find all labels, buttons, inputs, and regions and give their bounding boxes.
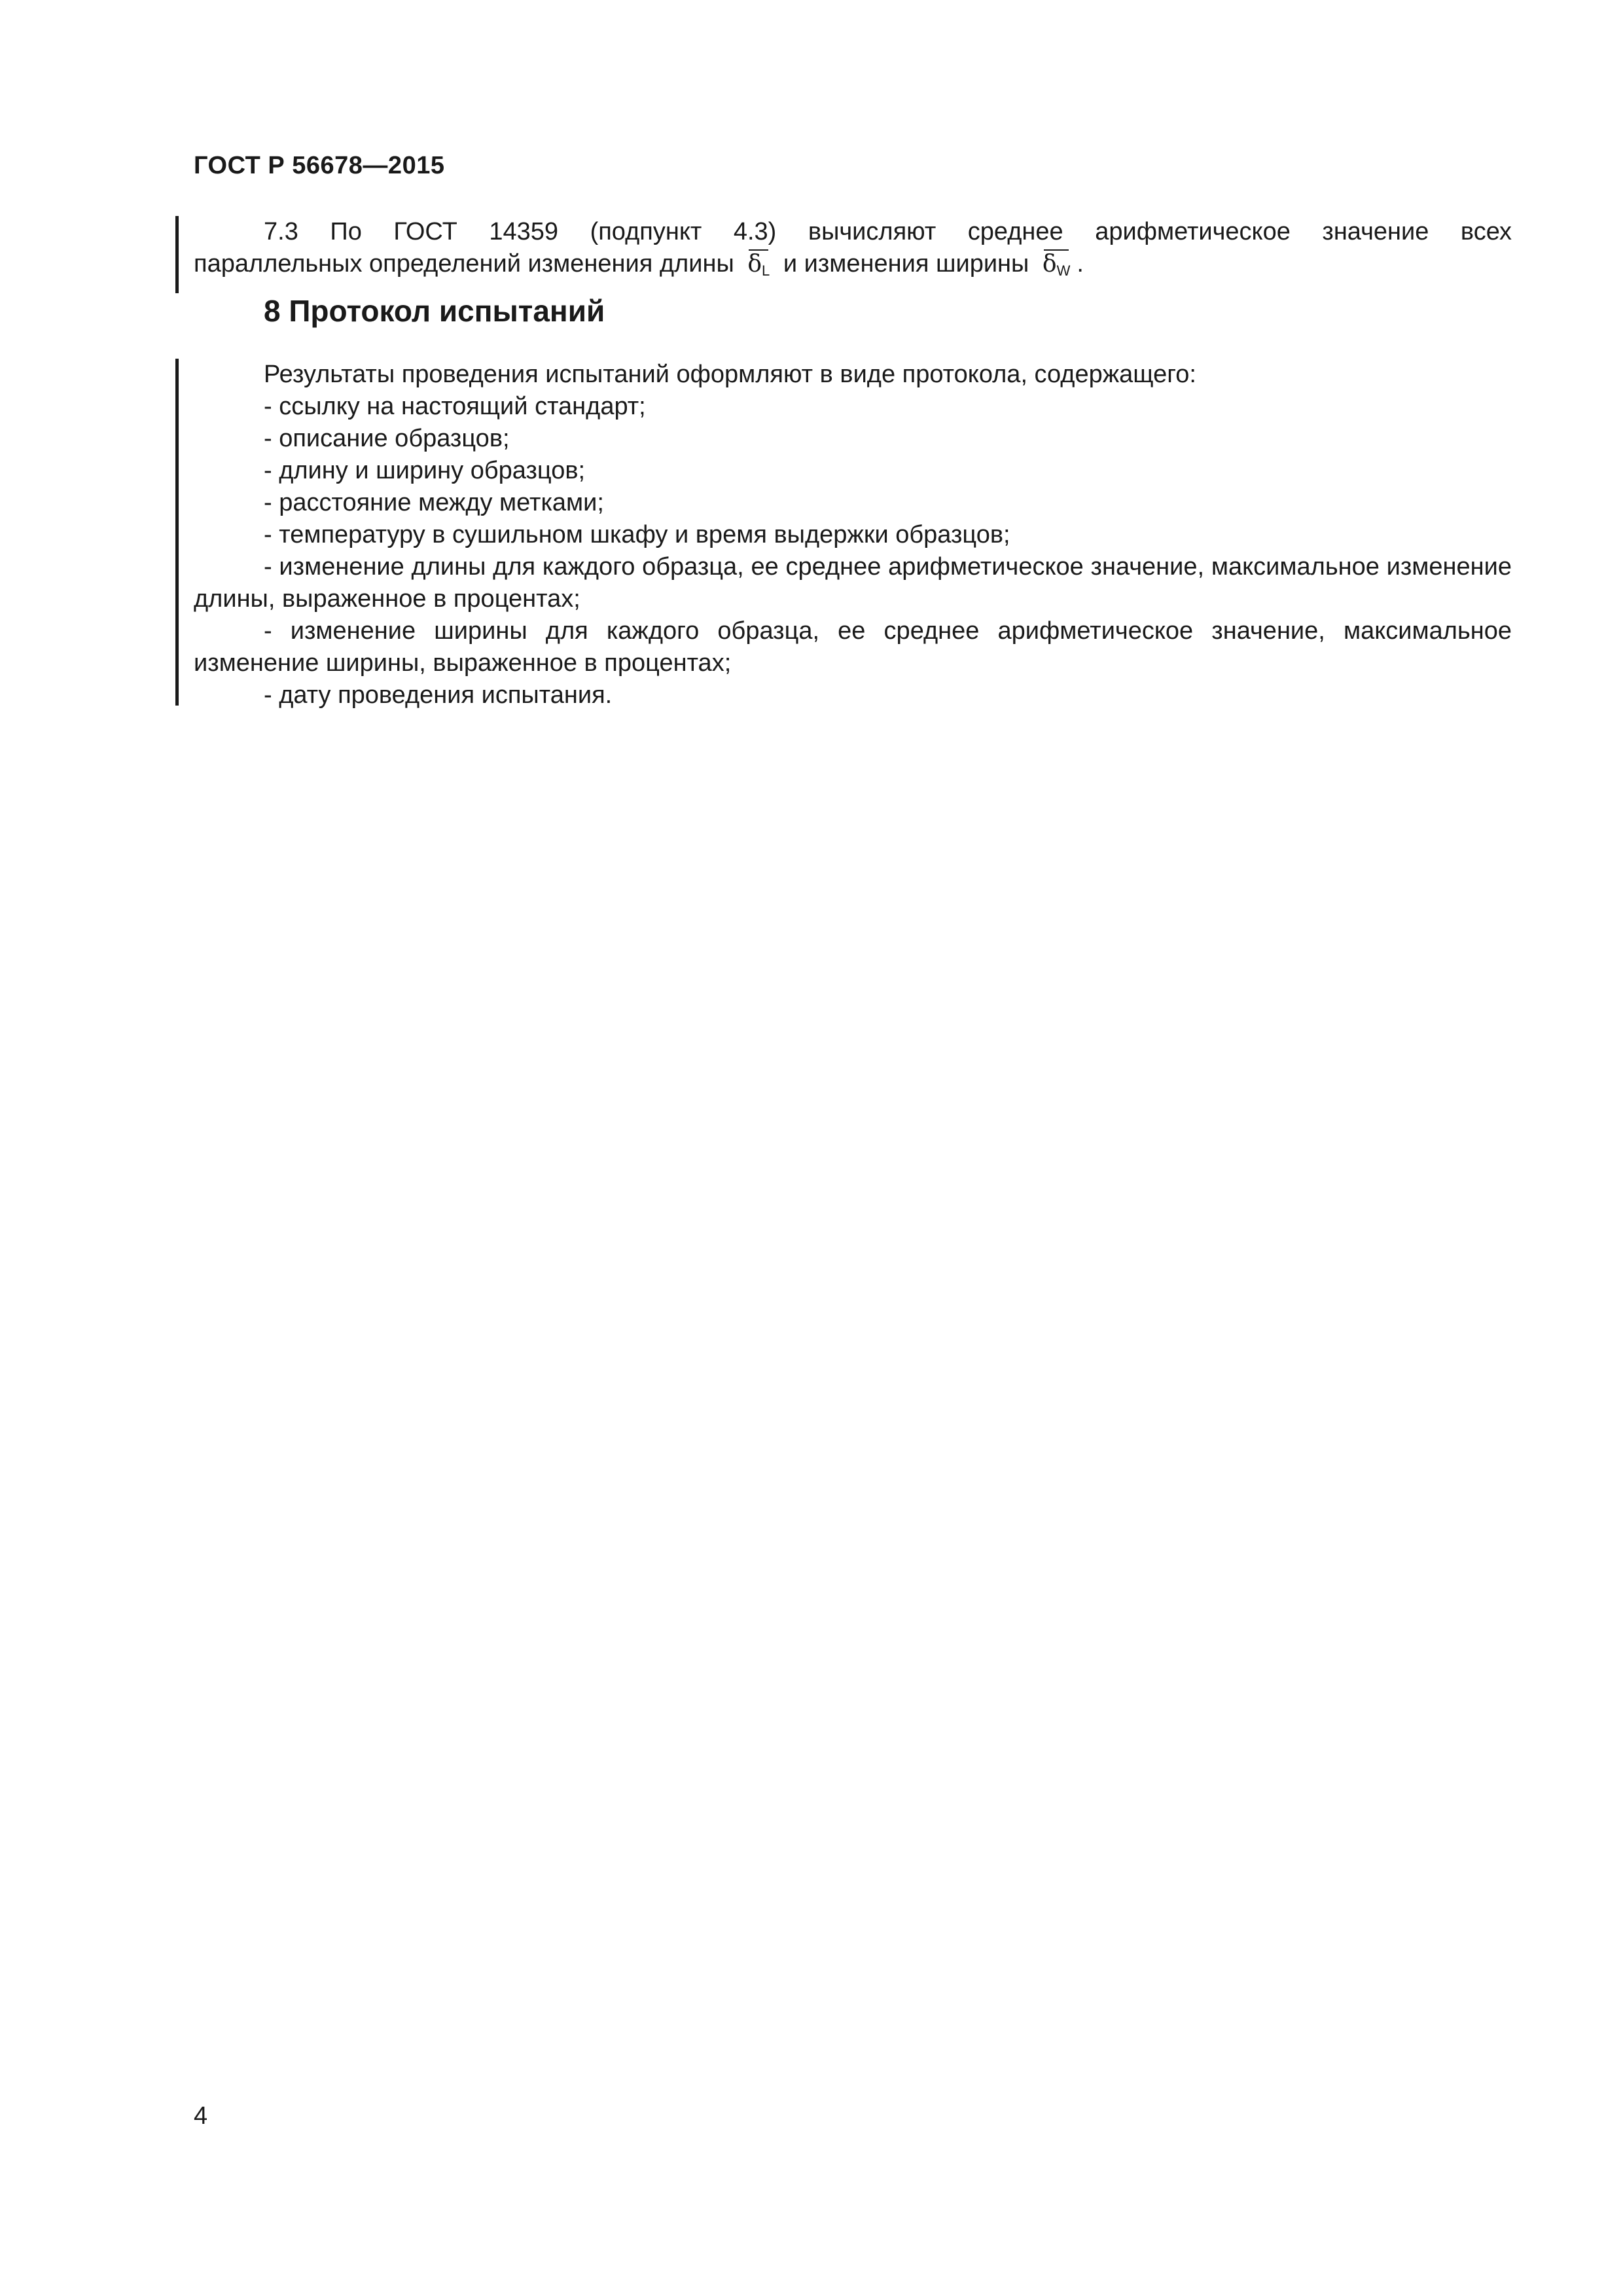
delta-w-base: δ — [1042, 251, 1057, 278]
list-item: - описание образцов; — [264, 425, 510, 452]
clause-7-3 — [194, 216, 1512, 287]
change-marker-bar — [175, 359, 179, 706]
mean-overline — [1044, 249, 1069, 251]
clause-7-3-text-length: параллельных определений изменения длины — [194, 250, 734, 278]
mean-overline — [749, 249, 768, 251]
delta-w-subscript: W — [1056, 262, 1071, 279]
section-8-title: 8 Протокол испытаний — [264, 294, 605, 328]
clause-7-3-text-width: и изменения ширины — [783, 250, 1029, 278]
page-number: 4 — [194, 2102, 208, 2130]
list-item: - температуру в сушильном шкафу и время выдержки образцов; — [264, 521, 1010, 548]
delta-w-mean-symbol — [1043, 248, 1070, 287]
clause-7-3-line-1: 7.3 По ГОСТ 14359 (подпункт 4.3) вычисляют среднее арифметическое значение всех — [264, 218, 1512, 245]
list-item-width-change: - изменение ширины для каждого образца, ее среднее арифметическое значение, максимальное изменение ширины, выраженное в процентах; — [194, 617, 1512, 677]
list-item-length-change: - изменение длины для каждого образца, ее среднее арифметическое значение, максимальное изменение длины, выраженное в процентах; — [194, 553, 1512, 613]
document-code-header: ГОСТ Р 56678—2015 — [194, 152, 445, 179]
delta-l-base: δ — [747, 251, 762, 278]
section-8-body — [194, 359, 1512, 711]
change-marker-bar — [175, 216, 179, 293]
delta-l-mean-symbol — [747, 248, 770, 287]
list-item: - длину и ширину образцов; — [264, 457, 586, 484]
list-item: - ссылку на настоящий стандарт; — [264, 393, 646, 420]
clause-7-3-line-2 — [194, 248, 1512, 287]
delta-l-subscript: L — [762, 262, 770, 279]
protocol-intro: Результаты проведения испытаний оформляют в виде протокола, содержащего: — [264, 361, 1196, 388]
list-item: - расстояние между метками; — [264, 489, 604, 516]
clause-7-3-period: . — [1077, 250, 1084, 278]
list-item-test-date: - дату проведения испытания. — [264, 681, 613, 709]
